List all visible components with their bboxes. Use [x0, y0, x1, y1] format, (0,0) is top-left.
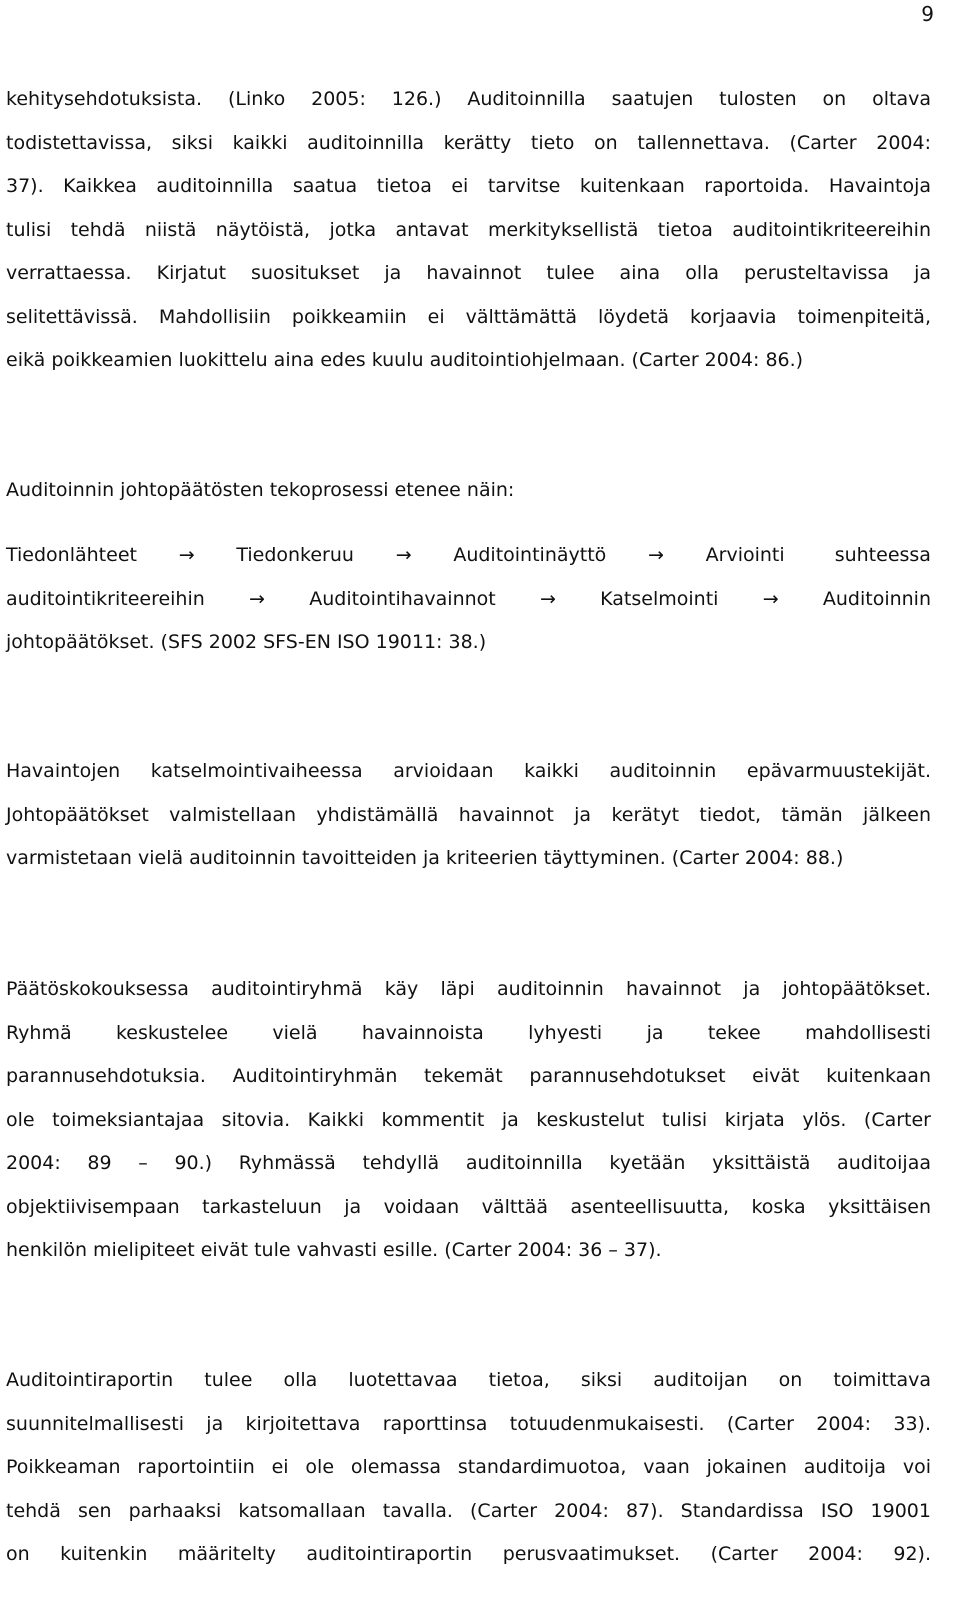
text-line: parannusehdotuksia. Auditointiryhmän tekemät parannusehdotukset eivät kuitenkaan: [6, 1065, 931, 1087]
text-line: ole toimeksiantajaa sitovia. Kaikki kommentit ja keskustelut tulisi kirjata ylös. (Carter: [6, 1108, 931, 1131]
arrow-right-icon: →: [178, 544, 195, 566]
text-line: todistettavissa, siksi kaikki auditoinnilla kerätty tieto on tallennettava. (Carter 2004:: [6, 131, 931, 154]
text-line: tulisi tehdä niistä näytöistä, jotka antavat merkityksellistä tietoa auditointikriteereihin: [6, 218, 931, 241]
text-line: Auditoinnin johtopäätösten tekoprosessi etenee näin:: [6, 479, 515, 501]
paragraph-6: [6, 1359, 931, 1577]
flow-step: Tiedonlähteet: [6, 544, 137, 566]
flow-step: Auditoinnin: [822, 587, 931, 610]
text-line: selitettävissä. Mahdollisiin poikkeamiin ei välttämättä löydetä korjaavia toimenpiteitä,: [6, 305, 931, 328]
paragraph-2: [6, 469, 931, 513]
text-line: Havaintojen katselmointivaiheessa arvioidaan kaikki auditoinnin epävarmuustekijät.: [6, 760, 931, 782]
flow-step: Auditointinäyttö: [453, 544, 607, 566]
text-line: kehitysehdotuksista. (Linko 2005: 126.) Auditoinnilla saatujen tulosten on oltava: [6, 88, 931, 110]
text-line: Ryhmä keskustelee vielä havainnoista lyhyesti ja tekee mahdollisesti: [6, 1021, 931, 1044]
text-line: varmistetaan vielä auditoinnin tavoitteiden ja kriteerien täyttyminen. (Carter 2004: 88.): [6, 847, 844, 869]
text-line: on kuitenkin määritelty auditointiraportin perusvaatimukset. (Carter 2004: 92).: [6, 1543, 931, 1565]
flow-step: Arviointi suhteessa: [705, 544, 931, 566]
text-line: johtopäätökset. (SFS 2002 SFS-EN ISO 19011: 38.): [6, 631, 487, 653]
flow-row-1: [6, 534, 931, 578]
flow-step: Katselmointi: [600, 587, 719, 610]
text-line: eikä poikkeamien luokittelu aina edes kuulu auditointiohjelmaan. (Carter 2004: 86.): [6, 349, 804, 371]
flow-step: Tiedonkeruu: [236, 544, 354, 566]
paragraph-4: [6, 750, 931, 881]
arrow-right-icon: →: [249, 587, 265, 610]
text-line: objektiivisempaan tarkasteluun ja voidaan välttää asenteellisuutta, koska yksittäisen: [6, 1195, 931, 1218]
page-number: 9: [921, 2, 934, 26]
text-line: verrattaessa. Kirjatut suositukset ja havainnot tulee aina olla perusteltavissa ja: [6, 262, 931, 284]
arrow-right-icon: →: [539, 587, 556, 610]
text-line: 2004: 89 – 90.) Ryhmässä tehdyllä auditoinnilla kyetään yksittäistä auditoijaa: [6, 1152, 931, 1174]
paragraph-1: [6, 78, 931, 383]
flow-row-2: [6, 578, 931, 622]
flow-step: Auditointihavainnot: [309, 587, 496, 610]
paragraph-5: [6, 968, 931, 1273]
text-line: suunnitelmallisesti ja kirjoitettava raporttinsa totuudenmukaisesti. (Carter 2004: 33).: [6, 1412, 931, 1435]
text-line: Poikkeaman raportointiin ei ole olemassa standardimuotoa, vaan jokainen auditoija voi: [6, 1456, 931, 1478]
text-line: Päätöskokouksessa auditointiryhmä käy läpi auditoinnin havainnot ja johtopäätökset.: [6, 978, 931, 1000]
text-line: Auditointiraportin tulee olla luotettavaa tietoa, siksi auditoijan on toimittava: [6, 1369, 931, 1391]
text-line: henkilön mielipiteet eivät tule vahvasti esille. (Carter 2004: 36 – 37).: [6, 1239, 662, 1261]
flow-step: auditointikriteereihin: [6, 587, 205, 610]
arrow-right-icon: →: [395, 544, 412, 566]
text-line: tehdä sen parhaaksi katsomallaan tavalla. (Carter 2004: 87). Standardissa ISO 19001: [6, 1499, 931, 1522]
text-line: Johtopäätökset valmistellaan yhdistämällä havainnot ja kerätyt tiedot, tämän jälkeen: [6, 803, 931, 826]
arrow-right-icon: →: [648, 544, 664, 566]
text-line: 37). Kaikkea auditoinnilla saatua tietoa ei tarvitse kuitenkaan raportoida. Havaintoja: [6, 175, 931, 197]
arrow-right-icon: →: [762, 587, 779, 610]
process-flow: [6, 534, 931, 665]
